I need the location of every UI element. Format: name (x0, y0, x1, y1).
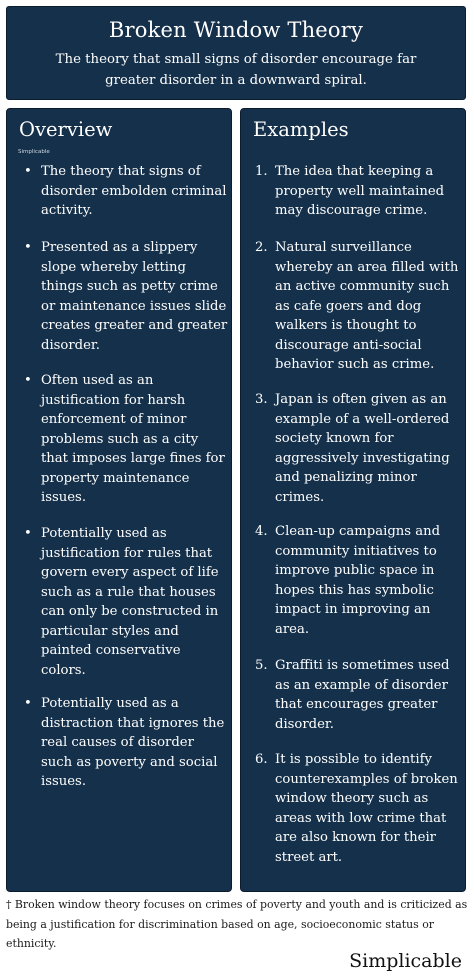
examples-heading: Examples (253, 118, 349, 141)
list-item-text: Japan is often given as an example of a well-ordered society known for aggressively investigating and penalizing minor crimes. (275, 392, 450, 505)
list-item (24, 238, 229, 355)
list-item-text: Clean-up campaigns and community initiatives to improve public space in hopes this has symbolic impact in improving an area. (275, 524, 441, 637)
list-item (24, 371, 229, 508)
list-item-text: Graffiti is sometimes used as an example of disorder that encourages greater disorder. (275, 658, 450, 732)
bullet-icon: • (24, 240, 32, 255)
list-item (255, 162, 463, 221)
title-banner (6, 6, 466, 100)
list-item-text: It is possible to identify counterexamples of broken window theory such as areas with low crime that are also known for their street art. (275, 752, 458, 865)
item-number: 6. (255, 752, 268, 767)
list-item (255, 238, 463, 375)
list-item (255, 656, 463, 734)
examples-panel (240, 108, 466, 892)
list-item (255, 522, 463, 639)
page-title: Broken Window Theory (108, 18, 364, 42)
bullet-icon: • (24, 696, 32, 711)
brand-logo: Simplicable (349, 950, 462, 972)
list-item (24, 162, 229, 221)
list-item (24, 524, 229, 680)
list-item-text: Natural surveillance whereby an area filled with an active community such as cafe goers and dog walkers is thought to discourage anti-social behavior such as crime. (275, 240, 459, 372)
list-item (255, 390, 463, 507)
item-number: 1. (255, 164, 268, 179)
list-item-text: Often used as an justification for harsh enforcement of minor problems such as a city that imposes large fines for property maintenance issues. (41, 373, 225, 505)
list-item-text: Potentially used as a distraction that ignores the real causes of disorder such as poverty and social issues. (41, 696, 225, 789)
list-item-text: Potentially used as justification for rules that govern every aspect of life such as a rule that houses can only be constructed in particular styles and painted conservative colors. (41, 526, 219, 678)
bullet-icon: • (24, 164, 32, 179)
page-subtitle: The theory that small signs of disorder encourage far greater disorder in a downward spiral. (55, 52, 417, 88)
list-item-text: The theory that signs of disorder embolden criminal activity. (41, 164, 227, 218)
bullet-icon: • (24, 373, 32, 388)
list-item (24, 694, 229, 792)
item-number: 2. (255, 240, 268, 255)
watermark-logo: Simplicable (18, 149, 50, 155)
overview-heading: Overview (19, 118, 113, 141)
list-item-text: The idea that keeping a property well maintained may discourage crime. (275, 164, 445, 218)
list-item (255, 750, 463, 867)
item-number: 4. (255, 524, 268, 539)
footnote: † Broken window theory focuses on crimes of poverty and youth and is criticized as being a justification for discrimination based on age, socioeconomic status or ethnicity. (6, 898, 468, 950)
overview-panel (6, 108, 232, 892)
bullet-icon: • (24, 526, 32, 541)
item-number: 3. (255, 392, 268, 407)
list-item-text: Presented as a slippery slope whereby letting things such as petty crime or maintenance issues slide creates greater and greater disorder. (41, 240, 228, 353)
item-number: 5. (255, 658, 268, 673)
